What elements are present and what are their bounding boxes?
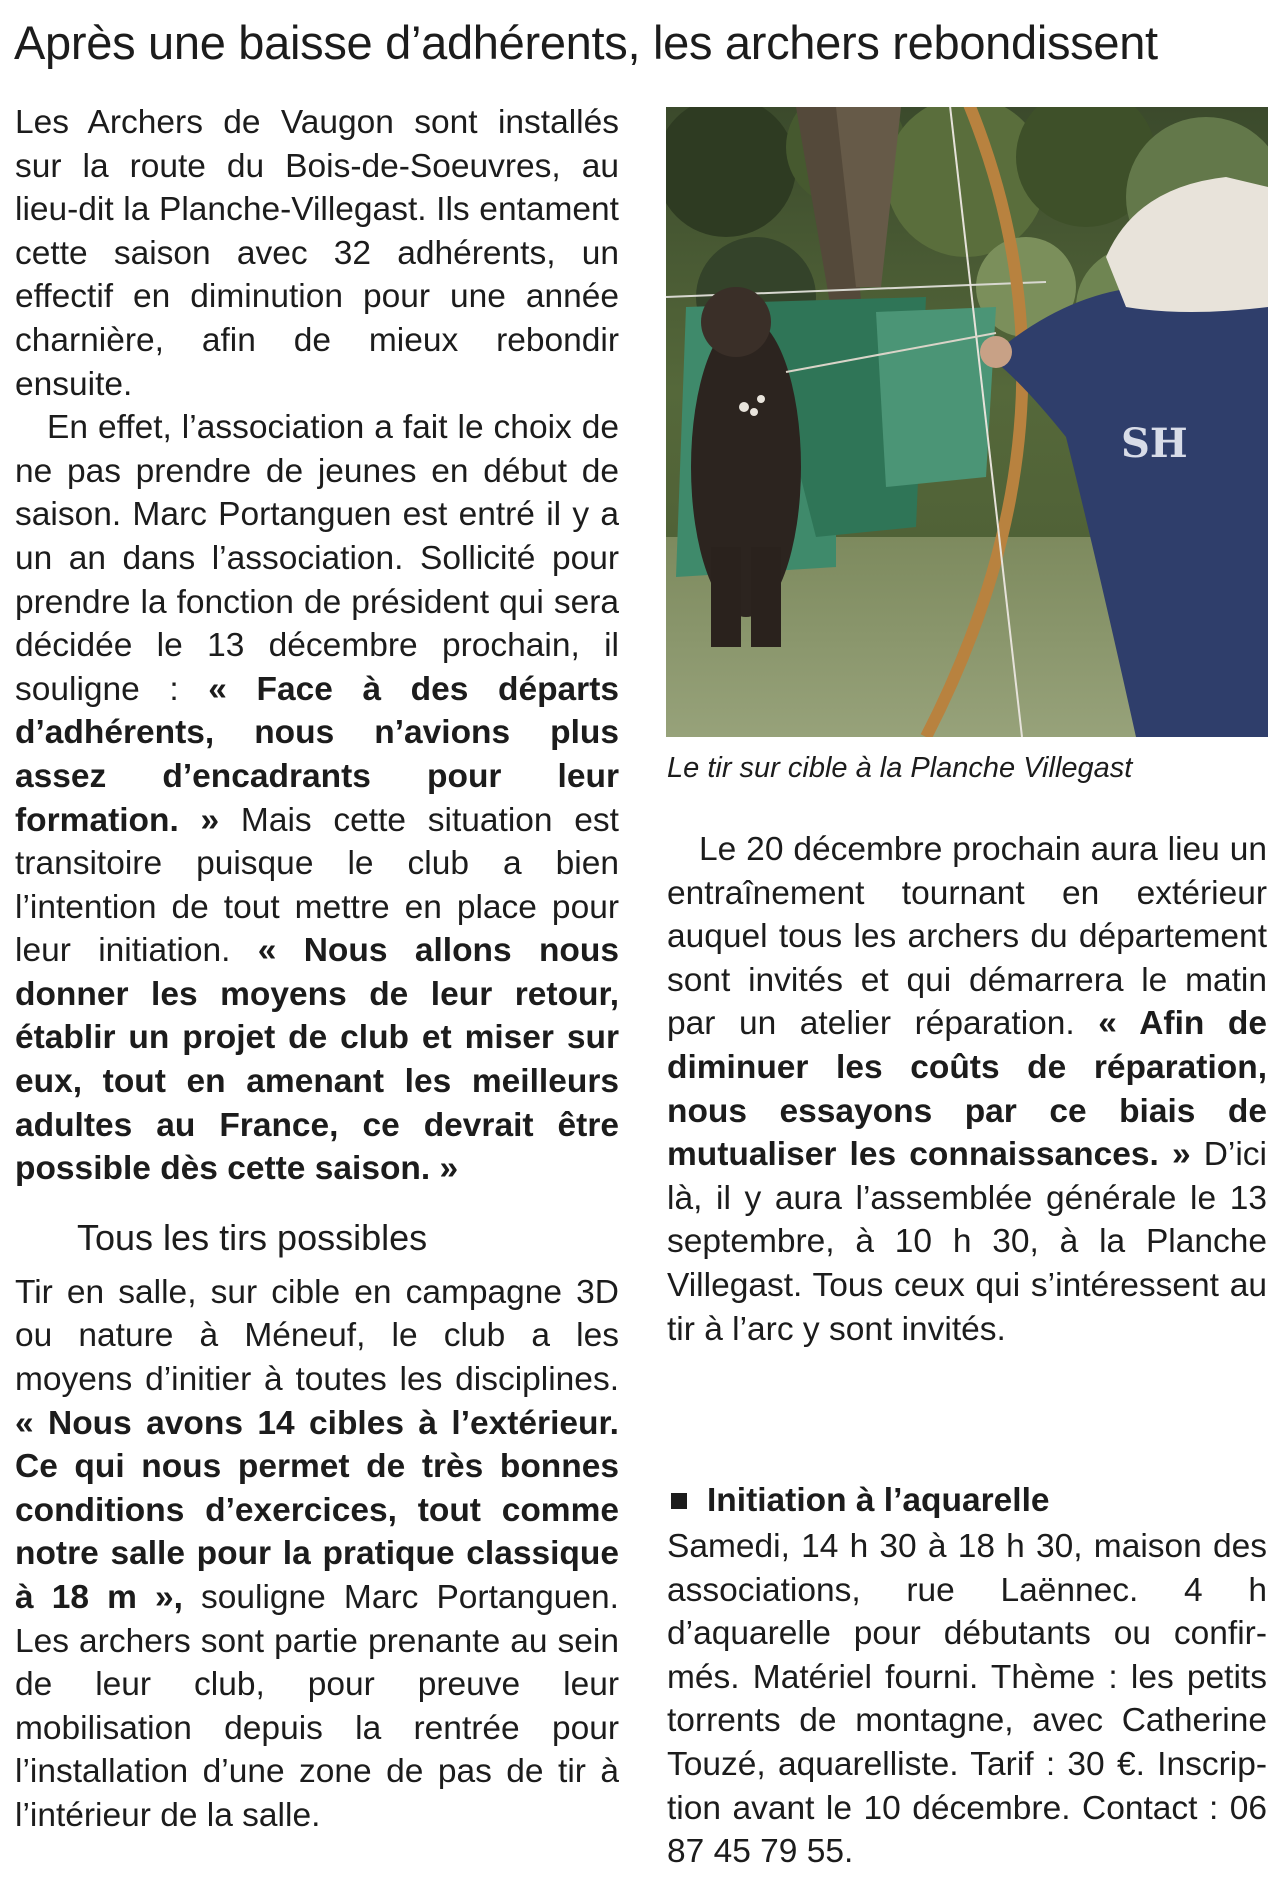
archery-photo (666, 107, 1268, 737)
paragraph-intro-text: Les Archers de Vaugon sont installés sur la route du Bois-de-Soeuvres, au lieu-dit la Planche-Villegast. Ils entament cette saison avec 32 adhérents, un effectif en diminution pour une année charnière, afin de mieux rebondir ensuite. (15, 104, 619, 403)
photo-caption: Le tir sur cible à la Planche Villegast (667, 752, 1133, 784)
notice-title-text: Initiation à l’aquarelle (707, 1482, 1050, 1519)
notice-title (667, 1479, 1267, 1523)
quote-targets: « Nous avons 14 cibles à l’extérieur. Ce qui nous permet de très bonnes conditions d’exercices, tout comme notre salle pour la pratique classique à 18 m », (15, 1404, 619, 1616)
archery-illustration (666, 107, 1268, 737)
paragraph-disciplines-text: Tir en salle, sur cible en campagne 3D ou nature à Méneuf, le club a les moyens d’initier à toutes les disciplines. (15, 1273, 619, 1399)
paragraph-association-text: En effet, l’association a fait le choix de ne pas prendre de jeunes en début de saison. Marc Portanguen est entré il y a un an dans l’association. Sollicité pour prendre la fonction de président qui sera décidée le 13 décembre prochain, il souligne : (15, 409, 619, 708)
paragraph-training (667, 828, 1267, 1351)
svg-text:SH: SH (1121, 420, 1188, 467)
quote-repair: « Afin de diminuer les coûts de réparation, nous essayons par ce biais de mutualiser les connaissances. » (667, 1005, 1268, 1174)
notice-body: Samedi, 14 h 30 à 18 h 30, maison des associations, rue Laënnec. 4 h d’aquarelle pour débutants ou confirmés. Matériel fourni. Thème : les petits torrents de montagne, avec Catherine Touzé, aquarelliste. Tarif : 30 €. Inscription avant le 10 décembre. Contact : 06 87 45 79 55. (667, 1528, 1267, 1871)
paragraph-disciplines (15, 1271, 619, 1838)
notice-watercolor (667, 1479, 1267, 1874)
right-column (667, 828, 1267, 1351)
quote-club-project: « Nous allons nous donner les moyens de leur retour, établir un projet de club et miser sur eux, tout en amenant les meilleurs adultes au France, ce devrait être possible dès cette saison. » (15, 932, 619, 1188)
quote-departures: « Face à des départs d’adhérents, nous n’avions plus assez d’encadrants pour leur formation. » (15, 670, 619, 839)
paragraph-intro (15, 101, 619, 406)
paragraph-association (15, 406, 619, 1191)
square-bullet-icon (671, 1493, 687, 1509)
subheading: Tous les tirs possibles (77, 1216, 428, 1258)
left-column (15, 101, 619, 1838)
paragraph-training-text: Le 20 décembre prochain aura lieu un entraînement tournant en extérieur auquel tous les archers du département sont invités et qui démarrera le matin par un atelier réparation. (667, 831, 1267, 1043)
paragraph-disciplines-text-2: souligne Marc Portanguen. Les archers sont partie prenante au sein de leur club, pour preuve leur mobilisation depuis la rentrée pour l’installation d’une zone de pas de tir à l’intérieur de la salle. (15, 1579, 619, 1834)
paragraph-training-text-2: D’ici là, il y aura l’assemblée générale le 13 septembre, à 10 h 30, à la Planche Villegast. Tous ceux qui s’intéressent au tir à l’arc y sont invités. (667, 1136, 1267, 1348)
paragraph-association-text-2: Mais cette situation est transitoire puisque le club a bien l’intention de tout mettre en place pour leur initiation. (15, 801, 619, 970)
headline: Après une baisse d’adhérents, les archers rebondissent (14, 16, 1158, 69)
